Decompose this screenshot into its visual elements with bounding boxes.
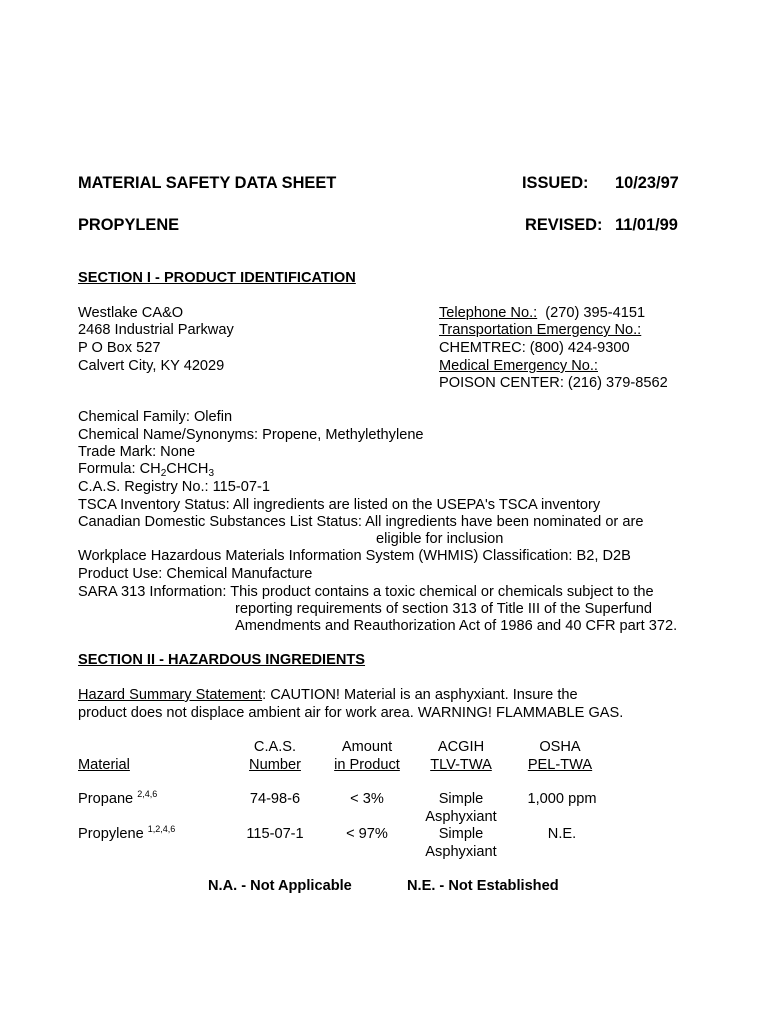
- hazard-summary-label: Hazard Summary Statement: [78, 687, 263, 703]
- col-header-amount-bottom: [326, 757, 408, 774]
- revised-label: REVISED:: [525, 216, 603, 234]
- col-header-osha-bottom: [520, 757, 600, 774]
- table-cell-tlv: Simple: [438, 791, 484, 807]
- formula-subscript: 2: [160, 468, 167, 479]
- material-name: Propylene: [78, 826, 144, 842]
- formula-label: Formula:: [78, 461, 140, 477]
- telephone-line: [439, 305, 645, 322]
- table-cell-amount: < 97%: [346, 826, 388, 842]
- table-row-material: [78, 826, 175, 843]
- formula-subscript: 3: [208, 468, 215, 479]
- address-street: 2468 Industrial Parkway: [78, 322, 234, 338]
- col-header-material: Material: [78, 757, 130, 773]
- table-cell-cas: 74-98-6: [249, 791, 301, 807]
- telephone-value: (270) 395-4151: [545, 305, 646, 321]
- col-header-acgih-top: ACGIH: [437, 739, 485, 755]
- chemtrec-number: CHEMTREC: (800) 424-9300: [439, 340, 630, 356]
- hazard-summary-text: : CAUTION! Material is an asphyxiant. Insure the: [262, 687, 578, 703]
- medical-emergency-label: Medical Emergency No.:: [439, 358, 598, 374]
- col-header-cas-bottom-text: Number: [249, 757, 301, 773]
- material-refs: 2,4,6: [137, 789, 158, 799]
- table-cell-pel: N.E.: [547, 826, 577, 842]
- legend-not-applicable: N.A. - Not Applicable: [208, 878, 352, 894]
- sara-info-cont: Amendments and Reauthorization Act of 1986 and 40 CFR part 372.: [235, 618, 678, 634]
- col-header-cas-bottom: [240, 757, 310, 774]
- chemical-name: Chemical Name/Synonyms: Propene, Methylethylene: [78, 427, 424, 443]
- canadian-status: Canadian Domestic Substances List Status: All ingredients have been nominated or are: [78, 514, 644, 530]
- col-header-osha-top: OSHA: [539, 739, 581, 755]
- sara-info-cont: reporting requirements of section 313 of Title III of the Superfund: [235, 601, 652, 617]
- document-title: MATERIAL SAFETY DATA SHEET: [78, 174, 337, 192]
- table-cell-cas: 115-07-1: [246, 826, 304, 842]
- hazard-summary-cont: product does not displace ambient air for work area. WARNING! FLAMMABLE GAS.: [78, 705, 624, 721]
- sara-info: SARA 313 Information: This product contains a toxic chemical or chemicals subject to the: [78, 584, 654, 600]
- col-header-amount-top: Amount: [341, 739, 393, 755]
- table-cell-tlv: Simple: [438, 826, 484, 842]
- poison-center-number: POISON CENTER: (216) 379-8562: [439, 375, 668, 391]
- product-use: Product Use: Chemical Manufacture: [78, 566, 313, 582]
- tsca-status: TSCA Inventory Status: All ingredients are listed on the USEPA's TSCA inventory: [78, 497, 601, 513]
- formula-part: CH: [139, 461, 161, 477]
- col-header-acgih-bottom: [420, 757, 502, 774]
- whmis-classification: Workplace Hazardous Materials Information System (WHMIS) Classification: B2, D2B: [78, 548, 631, 564]
- table-row-material: [78, 791, 157, 808]
- address-company: Westlake CA&O: [78, 305, 184, 321]
- col-header-acgih-bottom-text: TLV-TWA: [430, 757, 492, 773]
- revised-date: 11/01/99: [615, 216, 678, 234]
- hazard-summary: [78, 687, 578, 704]
- telephone-label: Telephone No.:: [439, 305, 538, 321]
- issued-date: 10/23/97: [615, 174, 679, 192]
- material-name: Propane: [78, 791, 134, 807]
- formula-part: CHCH: [166, 461, 209, 477]
- table-cell-amount: < 3%: [350, 791, 384, 807]
- issued-label: ISSUED:: [522, 174, 589, 192]
- section2-heading: SECTION II - HAZARDOUS INGREDIENTS: [78, 652, 366, 668]
- table-cell-tlv-cont: Asphyxiant: [425, 809, 497, 825]
- transport-emergency-label: Transportation Emergency No.:: [439, 322, 642, 338]
- col-header-cas-top: C.A.S.: [253, 739, 297, 755]
- address-city: Calvert City, KY 42029: [78, 358, 225, 374]
- section1-heading: SECTION I - PRODUCT IDENTIFICATION: [78, 270, 356, 286]
- chemical-family: Chemical Family: Olefin: [78, 409, 233, 425]
- table-cell-tlv-cont: Asphyxiant: [425, 844, 497, 860]
- trade-mark: Trade Mark: None: [78, 444, 196, 460]
- table-cell-pel: 1,000 ppm: [527, 791, 597, 807]
- legend-not-established: N.E. - Not Established: [407, 878, 559, 894]
- formula: [78, 461, 214, 478]
- col-header-osha-bottom-text: PEL-TWA: [527, 757, 593, 773]
- cas-registry: C.A.S. Registry No.: 115-07-1: [78, 479, 270, 495]
- address-pobox: P O Box 527: [78, 340, 161, 356]
- canadian-status-cont: eligible for inclusion: [376, 531, 504, 547]
- material-refs: 1,2,4,6: [147, 824, 176, 834]
- product-name: PROPYLENE: [78, 216, 180, 234]
- col-header-amount-bottom-text: in Product: [334, 757, 400, 773]
